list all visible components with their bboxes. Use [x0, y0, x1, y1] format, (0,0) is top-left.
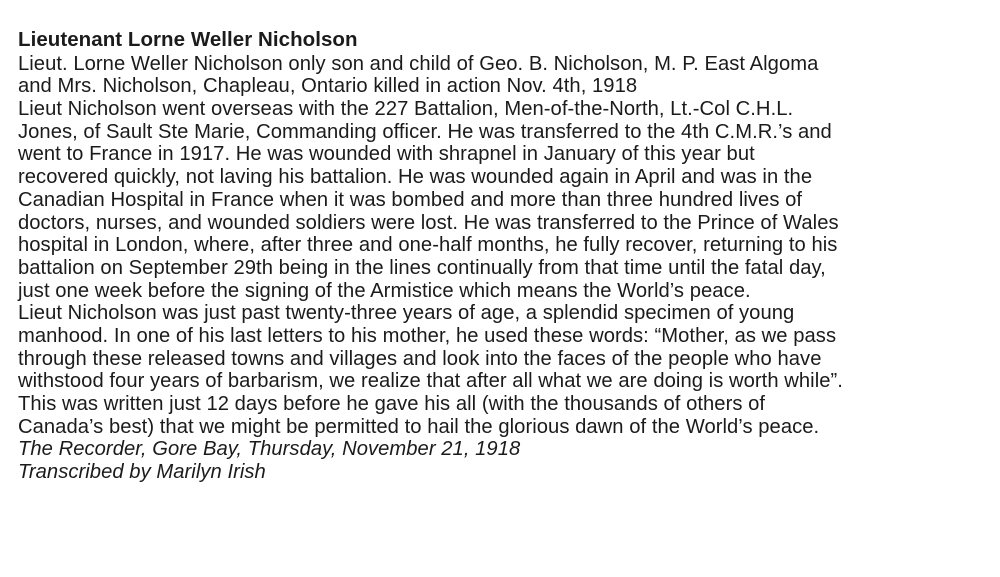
text-line: and Mrs. Nicholson, Chapleau, Ontario killed in action Nov. 4th, 1918 [18, 75, 638, 98]
text-line: hospital in London, where, after three and one-half months, he fully recover, returning to his [18, 234, 838, 257]
text-line: Lieut. Lorne Weller Nicholson only son and child of Geo. B. Nicholson, M. P. East Algoma [18, 52, 819, 75]
text-line: went to France in 1917. He was wounded with shrapnel in January of this year but [18, 143, 755, 166]
text-line: doctors, nurses, and wounded soldiers were lost. He was transferred to the Prince of Wales [18, 211, 839, 234]
text-line: recovered quickly, not laving his battalion. He was wounded again in April and was in the [18, 166, 813, 189]
document-title: Lieutenant Lorne Weller Nicholson [18, 28, 358, 51]
text-line: battalion on September 29th being in the lines continually from that time until the fatal day, [18, 256, 826, 279]
text-line: withstood four years of barbarism, we realize that after all what we are doing is worth while”. [18, 370, 843, 393]
transcriber-credit: Transcribed by Marilyn Irish [18, 461, 266, 484]
text-line: manhood. In one of his last letters to his mother, he used these words: “Mother, as we pass [18, 324, 837, 347]
document-body [18, 29, 993, 484]
text-line: through these released towns and villages and look into the faces of the people who have [18, 347, 822, 370]
paragraph-intro [18, 53, 993, 98]
text-line: just one week before the signing of the Armistice which means the World’s peace. [18, 279, 751, 302]
text-line: Lieut Nicholson went overseas with the 227 Battalion, Men-of-the-North, Lt.-Col C.H.L. [18, 98, 794, 121]
paragraph-letter [18, 302, 993, 438]
text-line: Canada’s best) that we might be permitted to hail the glorious dawn of the World’s peace. [18, 415, 820, 438]
text-line: Lieut Nicholson was just past twenty-three years of age, a splendid specimen of young [18, 302, 795, 325]
source-citation: The Recorder, Gore Bay, Thursday, November 21, 1918 [18, 438, 521, 461]
text-line: Jones, of Sault Ste Marie, Commanding officer. He was transferred to the 4th C.M.R.’s and [18, 120, 832, 143]
paragraph-service [18, 98, 993, 302]
text-line: This was written just 12 days before he gave his all (with the thousands of others of [18, 393, 766, 415]
text-line: Canadian Hospital in France when it was bombed and more than three hundred lives of [18, 188, 803, 211]
